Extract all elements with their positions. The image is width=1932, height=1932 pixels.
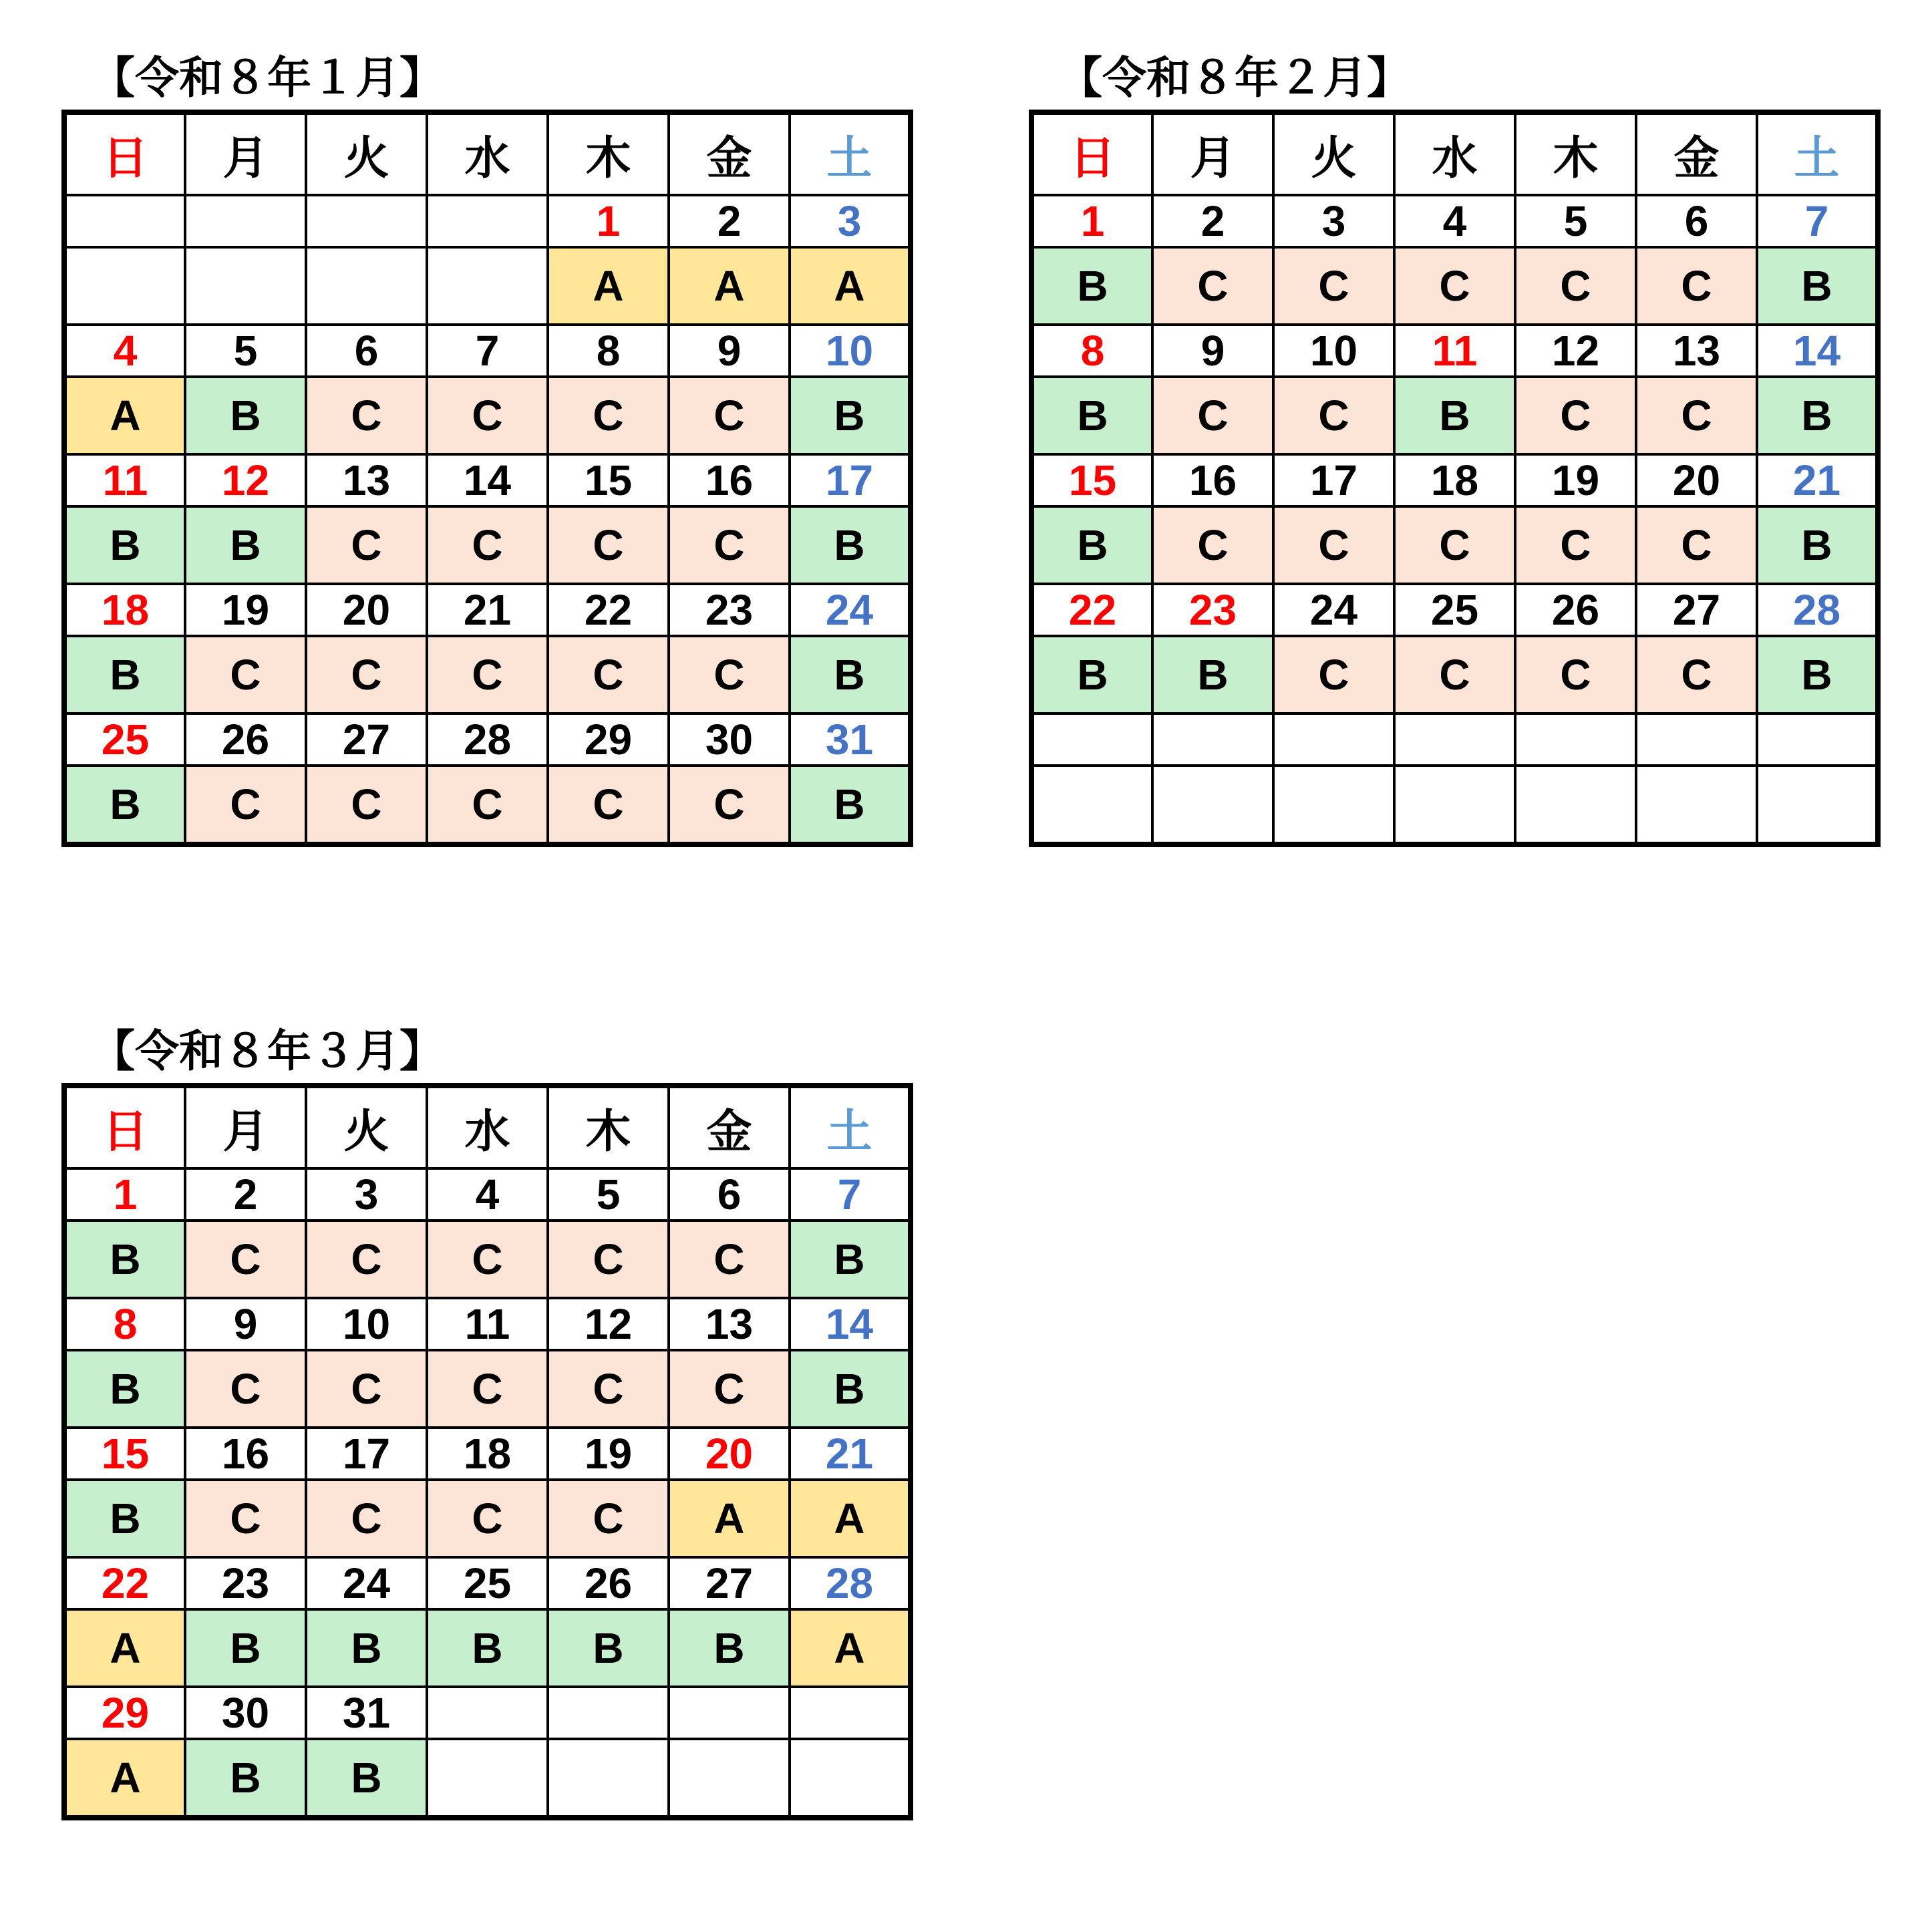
- shift-cell: A: [669, 1480, 790, 1557]
- shift-cell: C: [306, 506, 427, 584]
- date-cell: 21: [427, 584, 548, 636]
- date-cell: [1031, 713, 1152, 766]
- date-cell: [790, 1687, 911, 1739]
- shift-row: [64, 247, 911, 325]
- date-cell: [427, 195, 548, 247]
- shift-cell: B: [1757, 377, 1878, 454]
- weekday-header: 月: [185, 1086, 306, 1168]
- date-cell: 15: [548, 454, 669, 506]
- shift-row: [1031, 377, 1878, 454]
- date-cell: 22: [64, 1557, 185, 1609]
- shift-cell: C: [1152, 247, 1273, 325]
- date-cell: 17: [790, 454, 911, 506]
- shift-cell: B: [669, 1609, 790, 1687]
- date-cell: 17: [1273, 454, 1394, 506]
- shift-row: [64, 506, 911, 584]
- weekday-header: 日: [1031, 112, 1152, 195]
- shift-cell: C: [669, 1350, 790, 1428]
- date-cell: 29: [548, 713, 669, 766]
- date-row: [64, 1168, 911, 1221]
- shift-cell: B: [1757, 506, 1878, 584]
- weekday-header: 月: [1152, 112, 1273, 195]
- date-cell: 23: [185, 1557, 306, 1609]
- shift-row: [1031, 636, 1878, 713]
- date-row: [64, 713, 911, 766]
- shift-row: [64, 1350, 911, 1428]
- shift-cell: B: [1031, 377, 1152, 454]
- date-row: [64, 1687, 911, 1739]
- shift-cell: C: [548, 1221, 669, 1298]
- shift-cell: [548, 1739, 669, 1818]
- date-cell: 16: [669, 454, 790, 506]
- shift-cell: C: [427, 766, 548, 844]
- shift-cell: B: [1031, 636, 1152, 713]
- shift-cell: C: [1515, 636, 1636, 713]
- date-cell: 15: [64, 1428, 185, 1480]
- date-cell: 30: [185, 1687, 306, 1739]
- shift-cell: B: [790, 1221, 911, 1298]
- shift-cell: B: [64, 1480, 185, 1557]
- weekday-header: 水: [1394, 112, 1515, 195]
- date-cell: 12: [1515, 325, 1636, 377]
- shift-cell: C: [1394, 247, 1515, 325]
- date-cell: 9: [185, 1298, 306, 1350]
- date-cell: 7: [790, 1168, 911, 1221]
- date-cell: 2: [185, 1168, 306, 1221]
- shift-cell: C: [1515, 377, 1636, 454]
- date-cell: 19: [548, 1428, 669, 1480]
- weekday-header: 土: [790, 1086, 911, 1168]
- shift-row: [1031, 766, 1878, 844]
- weekday-header: 火: [306, 1086, 427, 1168]
- shift-cell: [1273, 766, 1394, 844]
- date-cell: 24: [790, 584, 911, 636]
- shift-row: [1031, 247, 1878, 325]
- weekday-header: 土: [1757, 112, 1878, 195]
- date-row: [1031, 713, 1878, 766]
- shift-cell: C: [185, 1350, 306, 1428]
- date-cell: 7: [1757, 195, 1878, 247]
- date-cell: [669, 1687, 790, 1739]
- shift-cell: C: [669, 1221, 790, 1298]
- date-cell: 13: [306, 454, 427, 506]
- shift-cell: C: [1394, 506, 1515, 584]
- shift-cell: [427, 247, 548, 325]
- date-cell: 26: [548, 1557, 669, 1609]
- date-cell: 20: [1636, 454, 1757, 506]
- weekday-header: 金: [669, 112, 790, 195]
- shift-cell: C: [1273, 636, 1394, 713]
- date-cell: 14: [427, 454, 548, 506]
- weekday-header: 日: [64, 1086, 185, 1168]
- date-cell: 31: [790, 713, 911, 766]
- shift-cell: [64, 247, 185, 325]
- date-cell: 24: [1273, 584, 1394, 636]
- shift-cell: B: [64, 1350, 185, 1428]
- date-cell: 5: [185, 325, 306, 377]
- shift-cell: C: [185, 1480, 306, 1557]
- date-cell: 4: [427, 1168, 548, 1221]
- shift-cell: C: [669, 636, 790, 713]
- date-cell: 16: [185, 1428, 306, 1480]
- shift-cell: C: [548, 377, 669, 454]
- shift-cell: [1636, 766, 1757, 844]
- date-cell: 4: [64, 325, 185, 377]
- date-row: [64, 1298, 911, 1350]
- shift-cell: C: [427, 1221, 548, 1298]
- date-cell: [1515, 713, 1636, 766]
- shift-cell: C: [427, 1480, 548, 1557]
- date-row: [64, 195, 911, 247]
- date-cell: 21: [790, 1428, 911, 1480]
- shift-row: [1031, 506, 1878, 584]
- shift-cell: [185, 247, 306, 325]
- date-row: [64, 584, 911, 636]
- shift-cell: [427, 1739, 548, 1818]
- shift-row: [64, 636, 911, 713]
- date-cell: [1273, 713, 1394, 766]
- date-cell: 29: [64, 1687, 185, 1739]
- weekday-header-row: [1031, 112, 1878, 195]
- shift-cell: C: [185, 1221, 306, 1298]
- weekday-header: 土: [790, 112, 911, 195]
- shift-cell: B: [1152, 636, 1273, 713]
- date-cell: 5: [1515, 195, 1636, 247]
- shift-cell: C: [1273, 247, 1394, 325]
- weekday-header-row: [64, 112, 911, 195]
- weekday-header: 日: [64, 112, 185, 195]
- date-cell: 28: [427, 713, 548, 766]
- shift-cell: A: [64, 1739, 185, 1818]
- date-row: [1031, 195, 1878, 247]
- weekday-header: 木: [548, 112, 669, 195]
- shift-cell: [1394, 766, 1515, 844]
- date-cell: 25: [427, 1557, 548, 1609]
- shift-row: [64, 1480, 911, 1557]
- weekday-header: 木: [548, 1086, 669, 1168]
- date-cell: 4: [1394, 195, 1515, 247]
- date-cell: [64, 195, 185, 247]
- date-cell: 17: [306, 1428, 427, 1480]
- calendar-title: 【令和８年３月】: [91, 1025, 444, 1077]
- date-cell: 27: [1636, 584, 1757, 636]
- shift-cell: [306, 247, 427, 325]
- shift-cell: B: [185, 506, 306, 584]
- shift-cell: C: [306, 377, 427, 454]
- shift-cell: B: [64, 636, 185, 713]
- shift-cell: A: [669, 247, 790, 325]
- date-cell: 20: [669, 1428, 790, 1480]
- calendar-grid: [1029, 110, 1881, 847]
- date-cell: [185, 195, 306, 247]
- date-cell: 1: [548, 195, 669, 247]
- weekday-header: 金: [1636, 112, 1757, 195]
- date-cell: 18: [64, 584, 185, 636]
- shift-row: [64, 1739, 911, 1818]
- date-cell: [306, 195, 427, 247]
- date-cell: 2: [1152, 195, 1273, 247]
- shift-cell: B: [306, 1739, 427, 1818]
- date-cell: 11: [427, 1298, 548, 1350]
- date-cell: 11: [1394, 325, 1515, 377]
- date-cell: 27: [306, 713, 427, 766]
- shift-cell: A: [790, 1480, 911, 1557]
- date-row: [64, 325, 911, 377]
- shift-cell: B: [790, 636, 911, 713]
- weekday-header: 月: [185, 112, 306, 195]
- date-cell: 31: [306, 1687, 427, 1739]
- date-cell: 24: [306, 1557, 427, 1609]
- shift-cell: C: [306, 636, 427, 713]
- shift-cell: [1031, 766, 1152, 844]
- shift-cell: C: [669, 506, 790, 584]
- date-cell: 11: [64, 454, 185, 506]
- date-cell: 14: [1757, 325, 1878, 377]
- shift-cell: C: [1515, 247, 1636, 325]
- shift-cell: C: [1636, 506, 1757, 584]
- weekday-header: 水: [427, 1086, 548, 1168]
- date-cell: 22: [1031, 584, 1152, 636]
- date-cell: 18: [1394, 454, 1515, 506]
- date-cell: 13: [669, 1298, 790, 1350]
- shift-cell: [790, 1739, 911, 1818]
- date-cell: 16: [1152, 454, 1273, 506]
- date-row: [64, 1428, 911, 1480]
- date-cell: 18: [427, 1428, 548, 1480]
- date-row: [64, 1557, 911, 1609]
- date-cell: 5: [548, 1168, 669, 1221]
- shift-cell: C: [669, 766, 790, 844]
- date-row: [1031, 454, 1878, 506]
- weekday-header-row: [64, 1086, 911, 1168]
- date-cell: 1: [64, 1168, 185, 1221]
- date-cell: 25: [64, 713, 185, 766]
- date-cell: 8: [64, 1298, 185, 1350]
- calendar-january: [61, 47, 913, 847]
- date-cell: 6: [669, 1168, 790, 1221]
- date-cell: 26: [185, 713, 306, 766]
- shift-cell: C: [548, 506, 669, 584]
- shift-cell: C: [185, 766, 306, 844]
- shift-cell: A: [790, 247, 911, 325]
- shift-cell: B: [790, 766, 911, 844]
- calendar-title: 【令和８年２月】: [1058, 52, 1411, 104]
- shift-cell: C: [669, 377, 790, 454]
- date-cell: 26: [1515, 584, 1636, 636]
- shift-cell: C: [427, 506, 548, 584]
- shift-cell: [669, 1739, 790, 1818]
- weekday-header: 火: [306, 112, 427, 195]
- shift-cell: [1757, 766, 1878, 844]
- shift-cell: C: [548, 636, 669, 713]
- shift-cell: B: [1757, 636, 1878, 713]
- shift-cell: C: [1152, 506, 1273, 584]
- date-cell: 12: [548, 1298, 669, 1350]
- shift-cell: C: [427, 377, 548, 454]
- shift-cell: C: [548, 766, 669, 844]
- date-cell: 25: [1394, 584, 1515, 636]
- shift-cell: C: [1636, 636, 1757, 713]
- date-cell: 20: [306, 584, 427, 636]
- date-cell: 6: [1636, 195, 1757, 247]
- shift-cell: C: [306, 766, 427, 844]
- shift-cell: A: [64, 1609, 185, 1687]
- shift-cell: C: [185, 636, 306, 713]
- date-cell: 7: [427, 325, 548, 377]
- date-cell: 28: [790, 1557, 911, 1609]
- date-cell: 10: [790, 325, 911, 377]
- shift-cell: B: [1394, 377, 1515, 454]
- date-cell: 21: [1757, 454, 1878, 506]
- shift-cell: A: [548, 247, 669, 325]
- shift-cell: C: [1515, 506, 1636, 584]
- date-cell: [1636, 713, 1757, 766]
- shift-cell: B: [790, 1350, 911, 1428]
- shift-cell: B: [185, 377, 306, 454]
- date-cell: 10: [1273, 325, 1394, 377]
- calendar-february: [1029, 47, 1880, 847]
- shift-cell: B: [790, 506, 911, 584]
- weekday-header: 木: [1515, 112, 1636, 195]
- weekday-header: 金: [669, 1086, 790, 1168]
- shift-cell: C: [1273, 506, 1394, 584]
- date-cell: [1394, 713, 1515, 766]
- shift-cell: C: [306, 1350, 427, 1428]
- weekday-header: 火: [1273, 112, 1394, 195]
- date-cell: 2: [669, 195, 790, 247]
- shift-cell: B: [64, 766, 185, 844]
- shift-cell: C: [1636, 377, 1757, 454]
- shift-row: [64, 1221, 911, 1298]
- shift-cell: B: [548, 1609, 669, 1687]
- shift-cell: B: [185, 1739, 306, 1818]
- shift-cell: C: [548, 1480, 669, 1557]
- calendar-title: 【令和８年１月】: [91, 52, 444, 104]
- shift-cell: B: [306, 1609, 427, 1687]
- weekday-header: 水: [427, 112, 548, 195]
- date-cell: 6: [306, 325, 427, 377]
- calendar-grid: [61, 1083, 913, 1820]
- shift-cell: [1515, 766, 1636, 844]
- shift-cell: C: [1394, 636, 1515, 713]
- shift-cell: C: [1152, 377, 1273, 454]
- shift-cell: C: [1273, 377, 1394, 454]
- date-cell: 13: [1636, 325, 1757, 377]
- date-cell: 23: [669, 584, 790, 636]
- date-cell: 19: [185, 584, 306, 636]
- date-cell: 9: [669, 325, 790, 377]
- calendar-march: [61, 1020, 913, 1820]
- shift-cell: B: [64, 506, 185, 584]
- shift-cell: B: [185, 1609, 306, 1687]
- shift-cell: A: [790, 1609, 911, 1687]
- date-cell: [1757, 713, 1878, 766]
- shift-cell: B: [427, 1609, 548, 1687]
- date-row: [64, 454, 911, 506]
- date-cell: 30: [669, 713, 790, 766]
- date-cell: 9: [1152, 325, 1273, 377]
- date-cell: 27: [669, 1557, 790, 1609]
- date-cell: 3: [1273, 195, 1394, 247]
- date-cell: [1152, 713, 1273, 766]
- date-cell: 12: [185, 454, 306, 506]
- shift-cell: C: [1636, 247, 1757, 325]
- date-cell: 1: [1031, 195, 1152, 247]
- date-cell: 3: [790, 195, 911, 247]
- shift-cell: C: [427, 636, 548, 713]
- shift-row: [64, 377, 911, 454]
- date-cell: 28: [1757, 584, 1878, 636]
- date-row: [1031, 584, 1878, 636]
- date-cell: [548, 1687, 669, 1739]
- shift-cell: C: [548, 1350, 669, 1428]
- shift-row: [64, 766, 911, 844]
- date-cell: 8: [1031, 325, 1152, 377]
- shift-cell: [1152, 766, 1273, 844]
- shift-cell: B: [1031, 247, 1152, 325]
- date-cell: 22: [548, 584, 669, 636]
- date-cell: 15: [1031, 454, 1152, 506]
- date-row: [1031, 325, 1878, 377]
- shift-cell: C: [306, 1221, 427, 1298]
- shift-cell: B: [790, 377, 911, 454]
- date-cell: 23: [1152, 584, 1273, 636]
- date-cell: 10: [306, 1298, 427, 1350]
- shift-cell: C: [427, 1350, 548, 1428]
- shift-row: [64, 1609, 911, 1687]
- date-cell: [427, 1687, 548, 1739]
- date-cell: 19: [1515, 454, 1636, 506]
- shift-cell: B: [1031, 506, 1152, 584]
- shift-cell: C: [306, 1480, 427, 1557]
- date-cell: 3: [306, 1168, 427, 1221]
- shift-cell: B: [1757, 247, 1878, 325]
- date-cell: 8: [548, 325, 669, 377]
- shift-cell: A: [64, 377, 185, 454]
- shift-cell: B: [64, 1221, 185, 1298]
- date-cell: 14: [790, 1298, 911, 1350]
- calendar-grid: [61, 110, 913, 847]
